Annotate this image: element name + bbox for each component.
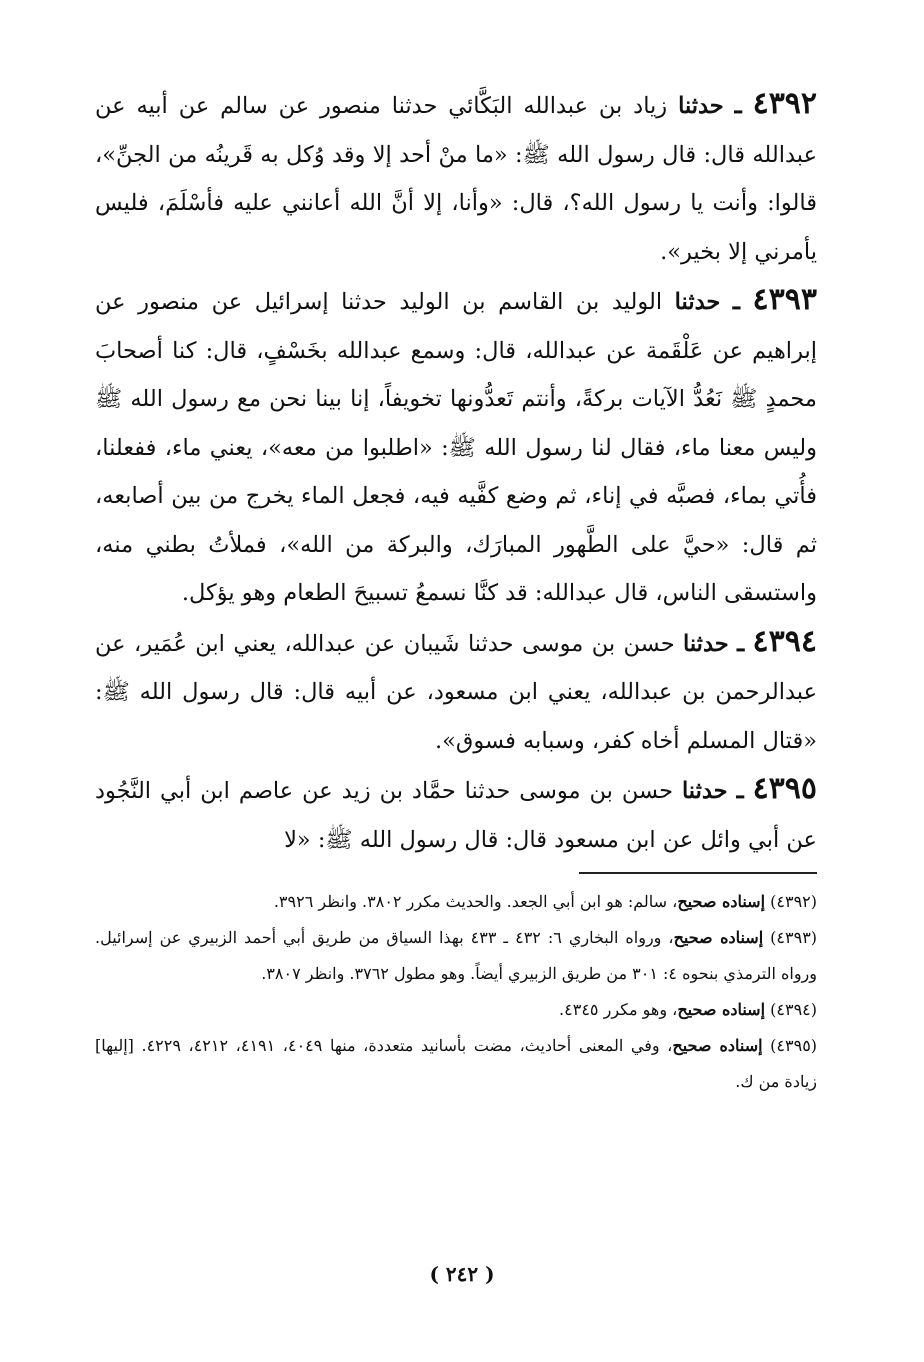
hadith-number: ٤٣٩٥: [752, 771, 818, 806]
hadith-keyword: حدثنا: [683, 630, 729, 657]
footnote-ref: (٤٣٩٥): [770, 1036, 818, 1055]
footnote-text: ، وفي المعنى أحاديث، مضت بأسانيد متعددة، منها ٤٠٤٩، ٤١٩١، ٤٢١٢، ٤٢٢٩. [إليها] زيادة من ك.: [95, 1036, 817, 1091]
hadith-text: حسن بن موسى حدثنا حمَّاد بن زيد عن عاصم ابن أبي النَّجُود عن أبي وائل عن ابن مسعود قال: قال رسول الله ﷺ: «لا: [95, 778, 817, 853]
footnote-grade: إسناده صحيح: [673, 928, 764, 947]
footnote-4392: [95, 884, 817, 920]
footnote-grade: إسناده صحيح: [677, 1000, 766, 1019]
hadith-text: حسن بن موسى حدثنا شَيبان عن عبدالله، يعني ابن عُمَير، عن عبدالرحمن بن عبدالله، يعني ابن مسعود، عن أبيه قال: قال رسول الله ﷺ: «قتال المسلم أخاه كفر، وسبابه فسوق».: [95, 630, 817, 754]
hadith-number: ٤٣٩٣: [752, 282, 817, 317]
hadith-text: زياد بن عبدالله البَكَّائي حدثنا منصور عن سالم عن أبيه عن عبدالله قال: قال رسول الله ﷺ: «ما منْ أحد إلا وقد وُكل به قَرينُه من الجنِّ»، قالوا: وأنت يا رسول الله؟، قال: «وأنا، إلا أنَّ الله أعانني عليه فأسْلَمَ، فليس يأمرني إلا بخير».: [95, 93, 817, 265]
hadith-text: الوليد بن القاسم بن الوليد حدثنا إسرائيل عن منصور عن إبراهيم عن عَلْقَمة عن عبدالله، قال: وسمع عبدالله بخَسْفٍ، قال: كنا أصحابَ محمدٍ ﷺ نَعُدُّ الآيات بركةً، وأنتم تَعدُّونها تخويفاً، إنا بينا نحن مع رسول الله ﷺ وليس معنا ماء، فقال لنا رسول الله ﷺ: «اطلبوا من معه»، يعني ماء، ففعلنا، فأُتي بماء، فصبَّه في إناء، ثم وضع كفَّيه فيه، فجعل الماء يخرج من بين أصابعه، ثم قال: «حيَّ على الطَّهور المبارَك، والبركة من الله»، فملأتُ بطني منه، واستسقى الناس، قال عبدالله: قد كنَّا نسمعُ تسبيحَ الطعام وهو يؤكل.: [95, 289, 817, 606]
hadith-4392: [95, 80, 817, 276]
hadith-separator: ـ: [732, 286, 740, 315]
hadith-keyword: حدثنا: [678, 93, 724, 119]
footnote-ref: (٤٣٩٢): [770, 892, 817, 911]
hadith-number: ٤٣٩٢: [752, 86, 818, 121]
footnote-text: ، ورواه البخاري ٦: ٤٣٢ ـ ٤٣٣ بهذا السياق من طريق أبي أحمد الزبيري عن إسرائيل. ورواه الترمذي بنحوه ٤: ٣٠١ من طريق الزبيري أيضاً. وهو مطول ٣٧٦٢. وانظر ٣٨٠٧.: [95, 928, 817, 983]
hadith-separator: ـ: [734, 90, 742, 119]
footnote-4395: [95, 1028, 817, 1100]
footnotes: [95, 884, 817, 1100]
hadith-4393: [95, 276, 817, 618]
footnote-text: ، سالم: هو ابن أبي الجعد. والحديث مكرر ٣٨٠٢. وانظر ٣٩٢٦.: [273, 892, 678, 911]
footnote-grade: إسناده صحيح: [677, 892, 766, 911]
hadith-separator: ـ: [737, 627, 745, 657]
footnote-4393: [95, 920, 817, 992]
page-number: ( ٢٤٢ ): [429, 1262, 495, 1286]
page-body: [95, 80, 817, 1100]
hadith-number: ٤٣٩٤: [752, 623, 817, 659]
hadith-keyword: حدثنا: [681, 778, 728, 804]
hadith-separator: ـ: [736, 775, 744, 804]
hadith-4394: [95, 618, 817, 766]
footnote-grade: إسناده صحيح: [672, 1036, 763, 1055]
footnote-ref: (٤٣٩٤): [770, 1000, 817, 1019]
hadith-keyword: حدثنا: [674, 289, 721, 315]
footnote-ref: (٤٣٩٣): [770, 928, 818, 947]
footnote-4394: [95, 992, 817, 1028]
hadith-block: [95, 80, 817, 864]
footnote-divider: [579, 872, 817, 874]
hadith-4395: [95, 765, 817, 864]
footnote-text: ، وهو مكرر ٤٣٤٥.: [559, 1000, 678, 1019]
